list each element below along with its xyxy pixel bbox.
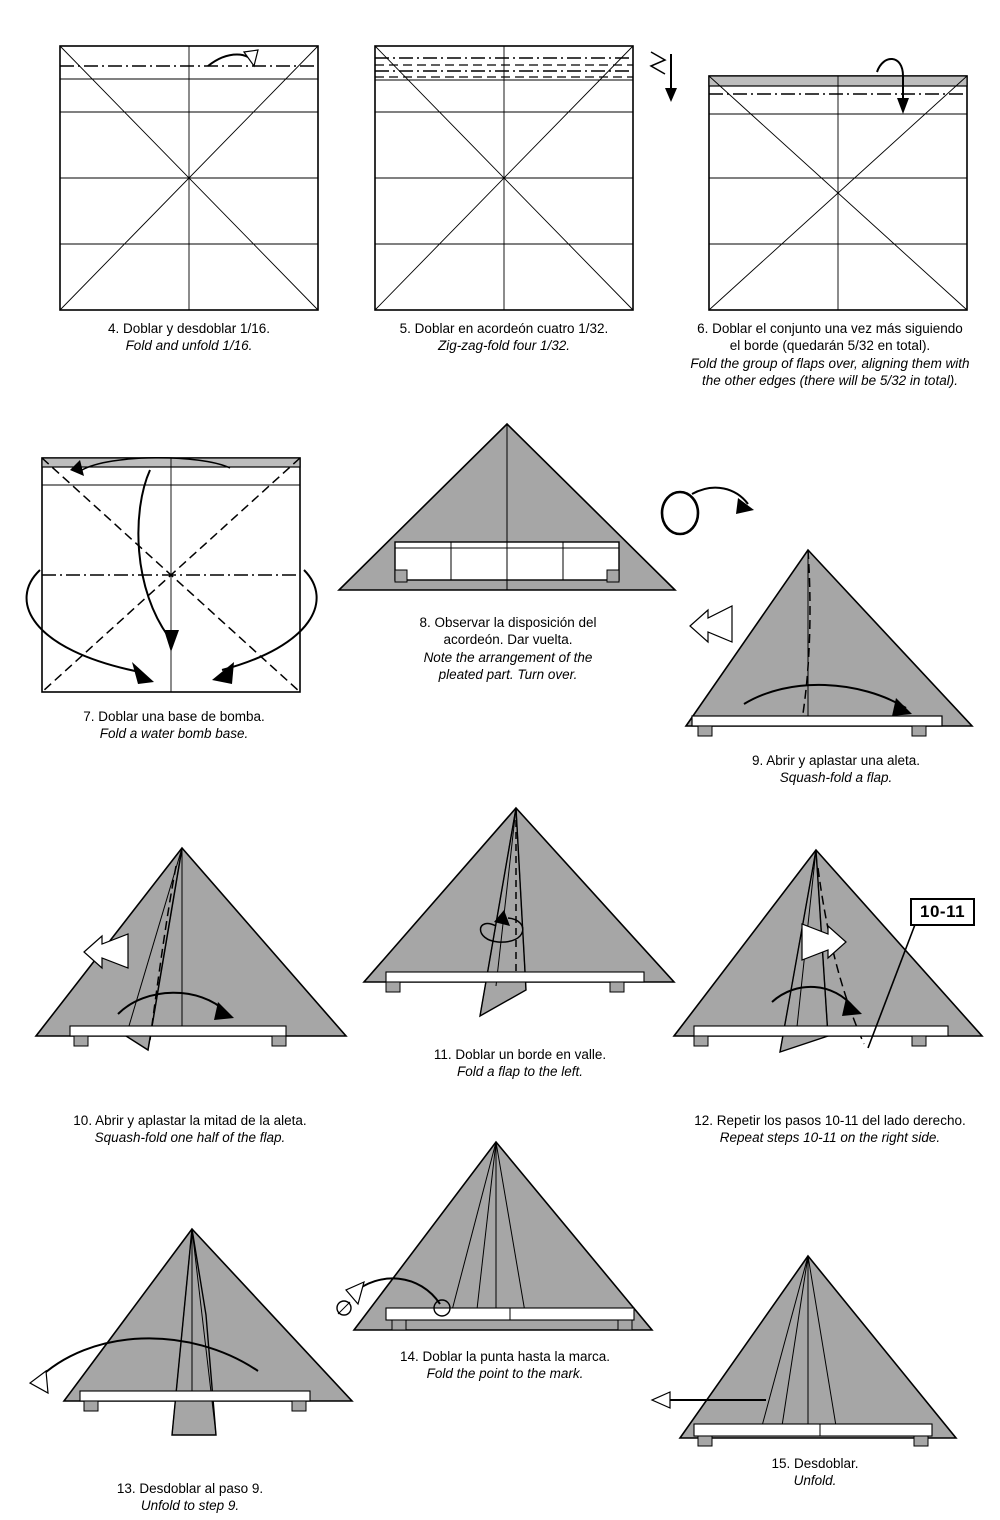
figure-step-7 bbox=[20, 440, 320, 700]
figure-step-13 bbox=[20, 1215, 350, 1455]
zigzag-fold-arrow bbox=[645, 48, 691, 108]
caption-step-10-en: Squash-fold one half of the flap. bbox=[94, 1130, 286, 1146]
caption-step-14-es: 14. Doblar la punta hasta la marca. bbox=[399, 1349, 611, 1364]
figure-step-5 bbox=[373, 44, 635, 312]
figure-step-15 bbox=[650, 1248, 970, 1458]
caption-step-12-es: 12. Repetir los pasos 10-11 del lado derecho. bbox=[694, 1113, 966, 1128]
caption-step-7-en: Fold a water bomb base. bbox=[99, 726, 249, 742]
caption-step-10 bbox=[30, 1112, 350, 1147]
push-arrow-icon-step-10 bbox=[78, 930, 134, 974]
caption-step-8-en-line2: pleated part. Turn over. bbox=[438, 666, 578, 682]
caption-step-6-en-line1: Fold the group of flaps over, aligning them with bbox=[690, 355, 970, 371]
caption-step-15 bbox=[680, 1455, 950, 1490]
caption-step-6-es-line1: 6. Doblar el conjunto una vez más siguiendo bbox=[697, 321, 963, 336]
caption-step-15-en: Unfold. bbox=[793, 1473, 837, 1489]
caption-step-6 bbox=[660, 320, 1000, 389]
caption-step-9 bbox=[686, 752, 986, 787]
caption-step-14 bbox=[360, 1348, 650, 1383]
caption-step-8 bbox=[350, 614, 666, 683]
caption-step-5-en: Zig-zag-fold four 1/32. bbox=[437, 338, 571, 354]
caption-step-12-en: Repeat steps 10-11 on the right side. bbox=[719, 1130, 941, 1146]
caption-step-8-en-line1: Note the arrangement of the bbox=[423, 649, 593, 665]
caption-step-14-en: Fold the point to the mark. bbox=[426, 1366, 584, 1382]
caption-step-15-es: 15. Desdoblar. bbox=[771, 1456, 859, 1471]
zigzag-icon bbox=[651, 52, 665, 74]
caption-step-7-es: 7. Doblar una base de bomba. bbox=[83, 709, 265, 724]
caption-step-13-es: 13. Desdoblar al paso 9. bbox=[116, 1481, 264, 1496]
caption-step-4-en: Fold and unfold 1/16. bbox=[125, 338, 253, 354]
caption-step-11-en: Fold a flap to the left. bbox=[456, 1064, 584, 1080]
caption-step-5-es: 5. Doblar en acordeón cuatro 1/32. bbox=[399, 321, 609, 336]
figure-step-6 bbox=[707, 62, 969, 312]
caption-step-9-en: Squash-fold a flap. bbox=[779, 770, 893, 786]
figure-step-8 bbox=[333, 418, 681, 598]
caption-step-8-es-line1: 8. Observar la disposición del bbox=[419, 615, 597, 630]
caption-step-4-es: 4. Doblar y desdoblar 1/16. bbox=[107, 321, 271, 336]
caption-step-6-en-line2: the other edges (there will be 5/32 in total). bbox=[702, 372, 958, 388]
caption-step-11-es: 11. Doblar un borde en valle. bbox=[433, 1047, 607, 1062]
caption-step-13-en: Unfold to step 9. bbox=[140, 1498, 240, 1514]
caption-step-7 bbox=[40, 708, 308, 743]
figure-step-4 bbox=[58, 44, 320, 312]
caption-step-10-es: 10. Abrir y aplastar la mitad de la aleta. bbox=[73, 1113, 307, 1128]
repeat-label-box: 10-11 bbox=[910, 898, 975, 926]
caption-step-9-es: 9. Abrir y aplastar una aleta. bbox=[751, 753, 921, 768]
push-arrow-icon-step-9 bbox=[686, 602, 738, 650]
caption-step-8-es-line2: acordeón. Dar vuelta. bbox=[443, 632, 573, 648]
caption-step-6-es-line2: el borde (quedarán 5/32 en total). bbox=[729, 338, 931, 354]
push-arrow-icon-step-12 bbox=[796, 920, 852, 966]
caption-step-12 bbox=[660, 1112, 1000, 1147]
caption-step-5 bbox=[373, 320, 635, 355]
caption-step-4 bbox=[58, 320, 320, 355]
figure-step-14 bbox=[330, 1132, 660, 1352]
caption-step-13 bbox=[40, 1480, 340, 1515]
figure-step-11 bbox=[358, 800, 678, 1030]
caption-step-11 bbox=[370, 1046, 670, 1081]
